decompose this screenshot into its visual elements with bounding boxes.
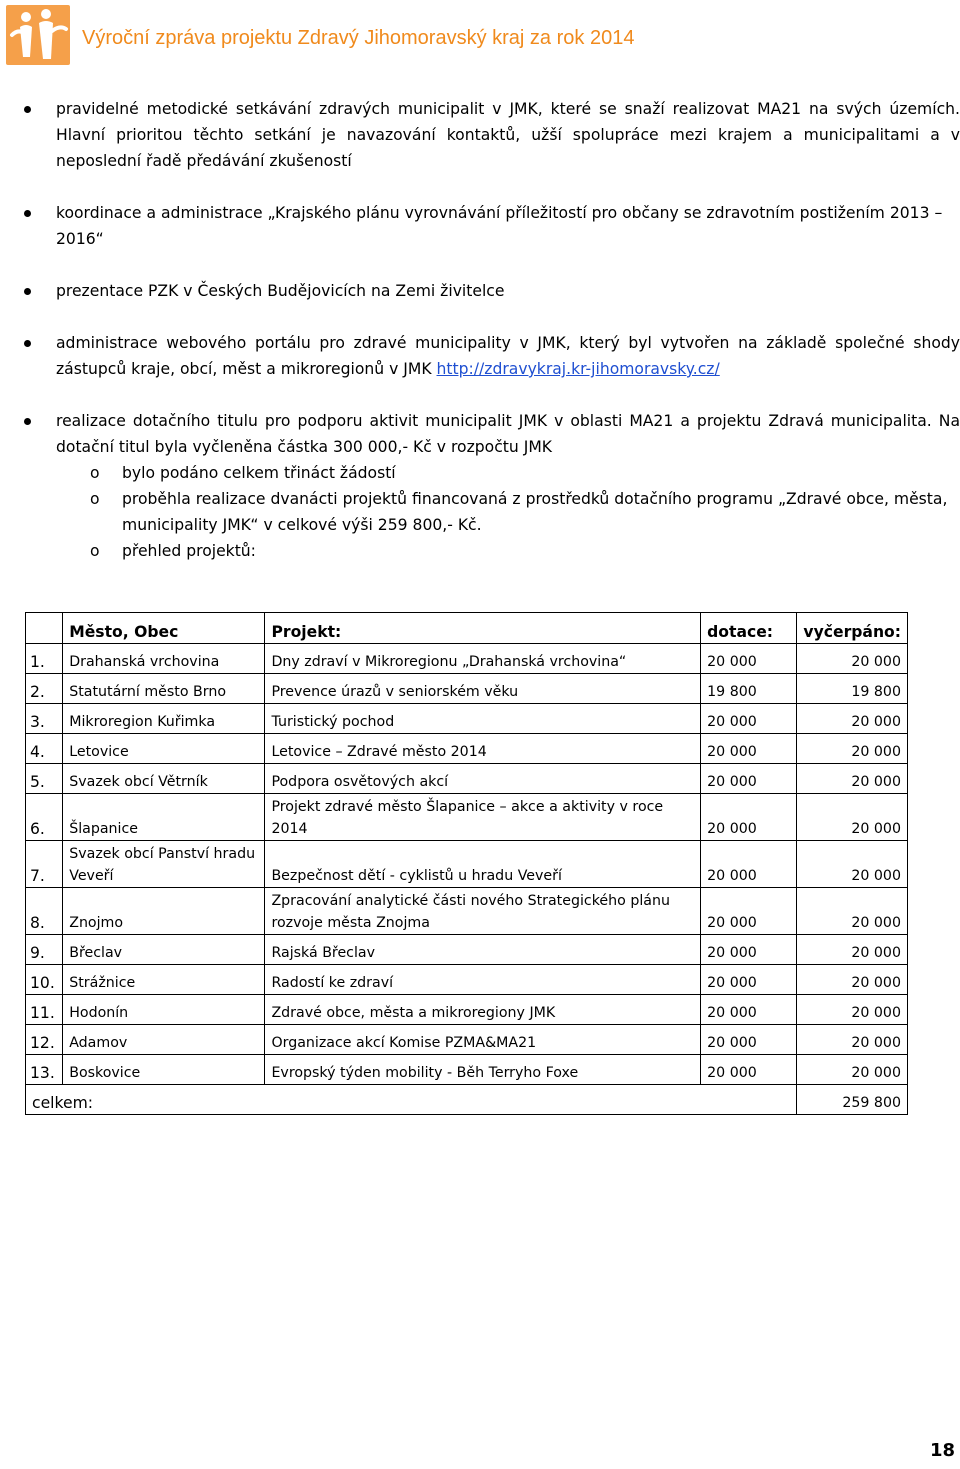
total-label: celkem: [26,1085,797,1115]
document-title: Výroční zpráva projektu Zdravý Jihomoravský kraj za rok 2014 [82,27,635,49]
row-number: 9. [26,935,63,965]
header-spent: vyčerpáno: [796,613,907,644]
row-number: 10. [26,965,63,995]
header-number [26,613,63,644]
row-project: Rajská Břeclav [265,935,701,965]
row-grant: 20 000 [701,935,797,965]
row-number: 2. [26,674,63,704]
row-grant: 19 800 [701,674,797,704]
row-city: Adamov [63,1025,265,1055]
row-city: Letovice [63,734,265,764]
row-grant: 20 000 [701,734,797,764]
row-spent: 20 000 [796,841,907,888]
row-city: Drahanská vrchovina [63,644,265,674]
row-project: Letovice – Zdravé město 2014 [265,734,701,764]
row-grant: 20 000 [701,764,797,794]
row-grant: 20 000 [701,704,797,734]
list-item-text [56,330,960,382]
table-row [26,995,908,1025]
list-item-text: koordinace a administrace „Krajského plánu vyrovnávání příležitostí pro občany se zdravotním postižením 2013 – 2016“ [56,204,943,248]
table-row [26,794,908,841]
table-row [26,841,908,888]
row-project: Zpracování analytické části nového Strategického plánu rozvoje města Znojma [265,888,701,935]
table-row [26,1055,908,1085]
table-row [26,965,908,995]
row-grant: 20 000 [701,794,797,841]
row-project: Organizace akcí Komise PZMA&MA21 [265,1025,701,1055]
row-project: Bezpečnost dětí - cyklistů u hradu Veveří [265,841,701,888]
row-project: Dny zdraví v Mikroregionu „Drahanská vrchovina“ [265,644,701,674]
table-row [26,1025,908,1055]
row-number: 12. [26,1025,63,1055]
row-grant: 20 000 [701,1025,797,1055]
row-grant: 20 000 [701,888,797,935]
row-grant: 20 000 [701,995,797,1025]
row-spent: 20 000 [796,965,907,995]
row-city: Šlapanice [63,794,265,841]
logo [6,5,70,65]
row-number: 1. [26,644,63,674]
row-city: Mikroregion Kuřimka [63,704,265,734]
row-project: Radostí ke zdraví [265,965,701,995]
row-number: 4. [26,734,63,764]
row-number: 5. [26,764,63,794]
projects-table [25,612,908,1115]
table-row [26,704,908,734]
row-grant: 20 000 [701,1055,797,1085]
list-item-text-body: administrace webového portálu pro zdravé municipality v JMK, který byl vytvořen na základě společné shody zástupců kraje, obcí, měst a mikroregionů v JMK [56,334,960,378]
row-number: 6. [26,794,63,841]
table-row [26,674,908,704]
row-city: Svazek obcí Větrník [63,764,265,794]
row-spent: 20 000 [796,935,907,965]
row-project: Prevence úrazů v seniorském věku [265,674,701,704]
sub-bullet-icon: o [90,542,100,560]
page-header [0,0,960,72]
row-spent: 20 000 [796,794,907,841]
row-city: Boskovice [63,1055,265,1085]
table-row [26,935,908,965]
table-header-row [26,613,908,644]
row-number: 8. [26,888,63,935]
header-project: Projekt: [265,613,701,644]
row-project: Evropský týden mobility - Běh Terryho Foxe [265,1055,701,1085]
table-total-row [26,1085,908,1115]
row-spent: 20 000 [796,764,907,794]
row-spent: 20 000 [796,644,907,674]
row-number: 3. [26,704,63,734]
row-spent: 20 000 [796,995,907,1025]
portal-link[interactable]: http://zdravykraj.kr-jihomoravsky.cz/ [436,360,720,378]
list-item-text: pravidelné metodické setkávání zdravých municipalit v JMK, které se snaží realizovat MA21 na svých územích. Hlavní prioritou těchto setkání je navazování kontaktů, užší spolupráce mezi krajem a municipalitami a v neposlední řadě předávání zkušeností [56,100,960,170]
row-spent: 20 000 [796,704,907,734]
row-spent: 20 000 [796,1055,907,1085]
header-city: Město, Obec [63,613,265,644]
row-number: 13. [26,1055,63,1085]
bullet-icon [24,210,31,217]
sub-list-item-text: přehled projektů: [122,542,256,560]
row-spent: 19 800 [796,674,907,704]
row-grant: 20 000 [701,965,797,995]
table-row [26,644,908,674]
row-project: Zdravé obce, města a mikroregiony JMK [265,995,701,1025]
page-number: 18 [930,1440,956,1461]
bullet-icon [24,418,31,425]
row-city: Hodonín [63,995,265,1025]
sub-bullet-icon: o [90,490,100,508]
row-project: Turistický pochod [265,704,701,734]
sub-list-item-text: proběhla realizace dvanácti projektů financovaná z prostředků dotačního programu „Zdravé obce, města, municipality JMK“ v celkové výši 259 800,- Kč. [122,490,948,534]
row-grant: 20 000 [701,841,797,888]
row-city: Břeclav [63,935,265,965]
list-item-text: prezentace PZK v Českých Budějovicích na Zemi živitelce [56,282,505,300]
sub-bullet-icon: o [90,464,100,482]
table-row [26,734,908,764]
list-item-text: realizace dotačního titulu pro podporu aktivit municipalit JMK v oblasti MA21 a projektu Zdravá municipalita. Na dotační titul byla vyčleněna částka 300 000,- Kč v rozpočtu JMK [56,412,960,456]
row-city: Statutární město Brno [63,674,265,704]
row-grant: 20 000 [701,644,797,674]
row-spent: 20 000 [796,1025,907,1055]
logo-figures-icon [6,5,70,65]
row-city: Svazek obcí Panství hradu Veveří [63,841,265,888]
table-row [26,888,908,935]
row-number: 7. [26,841,63,888]
bullet-icon [24,106,31,113]
row-city: Znojmo [63,888,265,935]
row-spent: 20 000 [796,734,907,764]
row-project: Podpora osvětových akcí [265,764,701,794]
row-city: Strážnice [63,965,265,995]
row-spent: 20 000 [796,888,907,935]
row-project: Projekt zdravé město Šlapanice – akce a aktivity v roce 2014 [265,794,701,841]
bullet-icon [24,288,31,295]
row-number: 11. [26,995,63,1025]
bullet-icon [24,340,31,347]
total-value: 259 800 [796,1085,907,1115]
table-row [26,764,908,794]
sub-list-item-text: bylo podáno celkem třináct žádostí [122,464,396,482]
header-grant: dotace: [701,613,797,644]
